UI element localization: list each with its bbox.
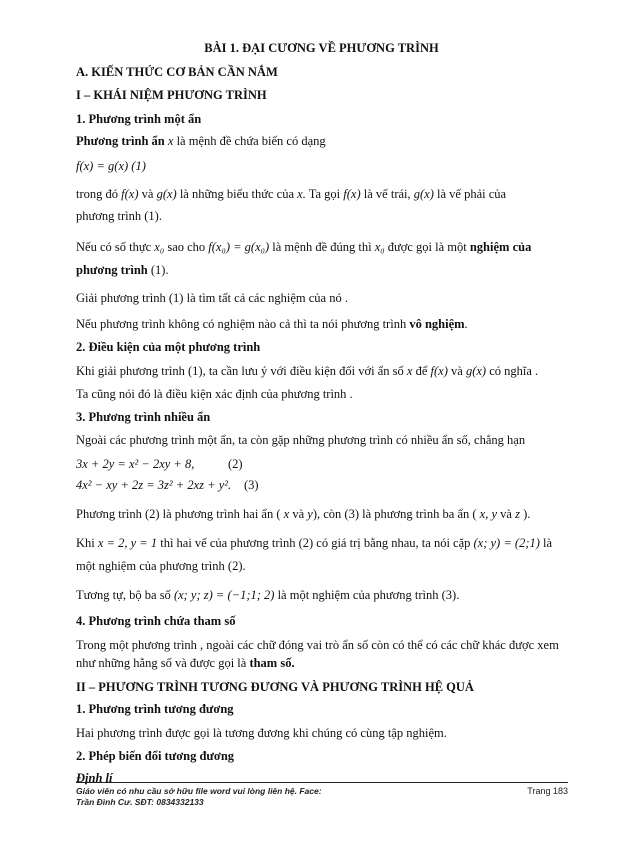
paragraph-sides-end: phương trình (1).: [76, 209, 162, 223]
heading-one-variable: 1. Phương trình một ẩn: [76, 112, 202, 126]
equation-3-body: 4x² − xy + 2z = 3z² + 2xz + y².: [76, 478, 232, 492]
heading-equivalent: 1. Phương trình tương đương: [76, 702, 234, 716]
paragraph-triple-solution: [76, 587, 568, 603]
term-equation: Phương trình ẩn: [76, 134, 165, 148]
section-i-heading: I – KHÁI NIỆM PHƯƠNG TRÌNH: [76, 88, 267, 102]
math-pair: (x; y) = (2;1): [473, 536, 540, 550]
paragraph-no-solution: [76, 316, 568, 332]
paragraph-sides: [76, 186, 568, 202]
text: có nghĩa .: [489, 364, 539, 378]
definition-paragraph: [76, 133, 568, 149]
text: Nếu có số thực: [76, 240, 152, 254]
paragraph-parameter: Trong một phương trình , ngoài các chữ đóng vai trò ẩn số còn có thể có các chữ khác được xem: [76, 638, 559, 652]
section-a-heading: A. KIẾN THỨC CƠ BẢN CẦN NẮM: [76, 65, 278, 79]
section-ii-heading: II – PHƯƠNG TRÌNH TƯƠNG ĐƯƠNG VÀ PHƯƠNG TRÌNH HỆ QUẢ: [76, 680, 474, 694]
math-triple: (x; y; z) = (−1;1; 2): [173, 588, 275, 602]
equation-1: f(x) = g(x) (1): [76, 159, 146, 173]
paragraph-solution: [76, 239, 568, 255]
page-number: Trang 183: [527, 786, 568, 796]
paragraph-multi-variable: Ngoài các phương trình một ẩn, ta còn gặp những phương trình có nhiều ẩn số, chẳng hạn: [76, 433, 526, 447]
footer-note: [76, 786, 568, 808]
term-equation: phương trình: [76, 263, 148, 277]
math-gx: g(x): [156, 187, 177, 201]
math-gx: g(x): [413, 187, 434, 201]
math-fx: f(x): [430, 364, 448, 378]
heading-multi-variable: 3. Phương trình nhiều ẩn: [76, 410, 211, 424]
text: để: [415, 364, 428, 378]
text: Nếu phương trình không có nghiệm nào cả thì ta nói phương trình: [76, 317, 407, 331]
paragraph-equivalent: Hai phương trình được gọi là tương đương khi chúng có cùng tập nghiệm.: [76, 726, 447, 740]
equation-3: [76, 477, 568, 493]
definition-text: là mệnh đề chứa biến có dạng: [176, 134, 326, 148]
heading-theorem: Định lí: [76, 771, 113, 785]
math-y: y: [307, 507, 313, 521]
paragraph-two-three-vars: [76, 506, 568, 522]
paragraph-solution-end: [76, 262, 568, 278]
text: là những biểu thức của: [179, 187, 295, 201]
text: .: [464, 317, 468, 331]
footer-divider: [76, 782, 568, 783]
paragraph-pair-solution: [76, 535, 568, 551]
paragraph-pair-solution-end: một nghiệm của phương trình (2).: [76, 559, 246, 573]
heading-condition: 2. Điều kiện của một phương trình: [76, 340, 261, 354]
paragraph-domain: Ta cũng nói đó là điều kiện xác định của phương trình .: [76, 387, 353, 401]
equation-2: [76, 456, 568, 472]
math-x0: x₀: [154, 240, 165, 254]
text: Khi giải phương trình (1), ta cần lưu ý với điều kiện đối với ẩn số: [76, 364, 404, 378]
term-no-solution: vô nghiệm: [409, 317, 465, 331]
text: Ta gọi: [308, 187, 341, 201]
text: ), còn (3) là phương trình ba ẩn (: [312, 507, 477, 521]
text: Phương trình (2) là phương trình hai ẩn (: [76, 507, 281, 521]
heading-transform: 2. Phép biến đổi tương đương: [76, 749, 235, 763]
text: sao cho: [167, 240, 206, 254]
math-z: z: [515, 507, 520, 521]
text: được gọi là một: [387, 240, 467, 254]
text: là: [543, 536, 553, 550]
text: và: [292, 507, 305, 521]
math-equality: f(x₀) = g(x₀): [208, 240, 270, 254]
math-xy: x, y: [479, 507, 498, 521]
text: như những hằng số và được gọi là: [76, 656, 247, 670]
math-values: x = 2, y = 1: [97, 536, 158, 550]
text: là vế phải của: [437, 187, 507, 201]
math-gx: g(x): [465, 364, 487, 378]
equation-3-number: (3): [244, 478, 259, 492]
heading-parameter: 4. Phương trình chứa tham số: [76, 614, 236, 628]
term-parameter: tham số.: [249, 656, 295, 670]
math-fx: f(x): [343, 187, 361, 201]
text: thì hai vế của phương trình (2) có giá trị bằng nhau, ta nói cặp: [160, 536, 471, 550]
text: là mệnh đề đúng thì: [272, 240, 372, 254]
text: là vế trái,: [363, 187, 411, 201]
math-x: x: [406, 364, 413, 378]
text: và: [141, 187, 154, 201]
math-x: x.: [297, 187, 306, 201]
text: (1).: [150, 263, 169, 277]
text: và: [500, 507, 512, 521]
term-solution: nghiệm của: [469, 240, 532, 254]
paragraph-parameter-end: [76, 655, 568, 671]
text: là một nghiệm của phương trình (3).: [277, 588, 460, 602]
text: và: [451, 364, 463, 378]
lesson-title: BÀI 1. ĐẠI CƯƠNG VỀ PHƯƠNG TRÌNH: [204, 41, 439, 55]
math-fx: f(x): [121, 187, 139, 201]
paragraph-condition: [76, 363, 568, 379]
equation-2-body: 3x + 2y = x² − 2xy + 8,: [76, 457, 195, 471]
text: trong đó: [76, 187, 119, 201]
footer-line-1: Giáo viên có nhu cầu sở hữu file word vui lòng liên hệ. Face:: [76, 786, 322, 796]
variable-x: x: [167, 134, 174, 148]
text: Khi: [76, 536, 95, 550]
math-x0: x₀: [374, 240, 385, 254]
text: Tương tự, bộ ba số: [76, 588, 171, 602]
footer-line-2: Trần Đình Cư. SĐT: 0834332133: [76, 797, 204, 807]
text: ).: [523, 507, 531, 521]
equation-2-number: (2): [228, 457, 243, 471]
math-x: x: [283, 507, 290, 521]
paragraph-solve: Giải phương trình (1) là tìm tất cả các nghiệm của nó .: [76, 291, 348, 305]
